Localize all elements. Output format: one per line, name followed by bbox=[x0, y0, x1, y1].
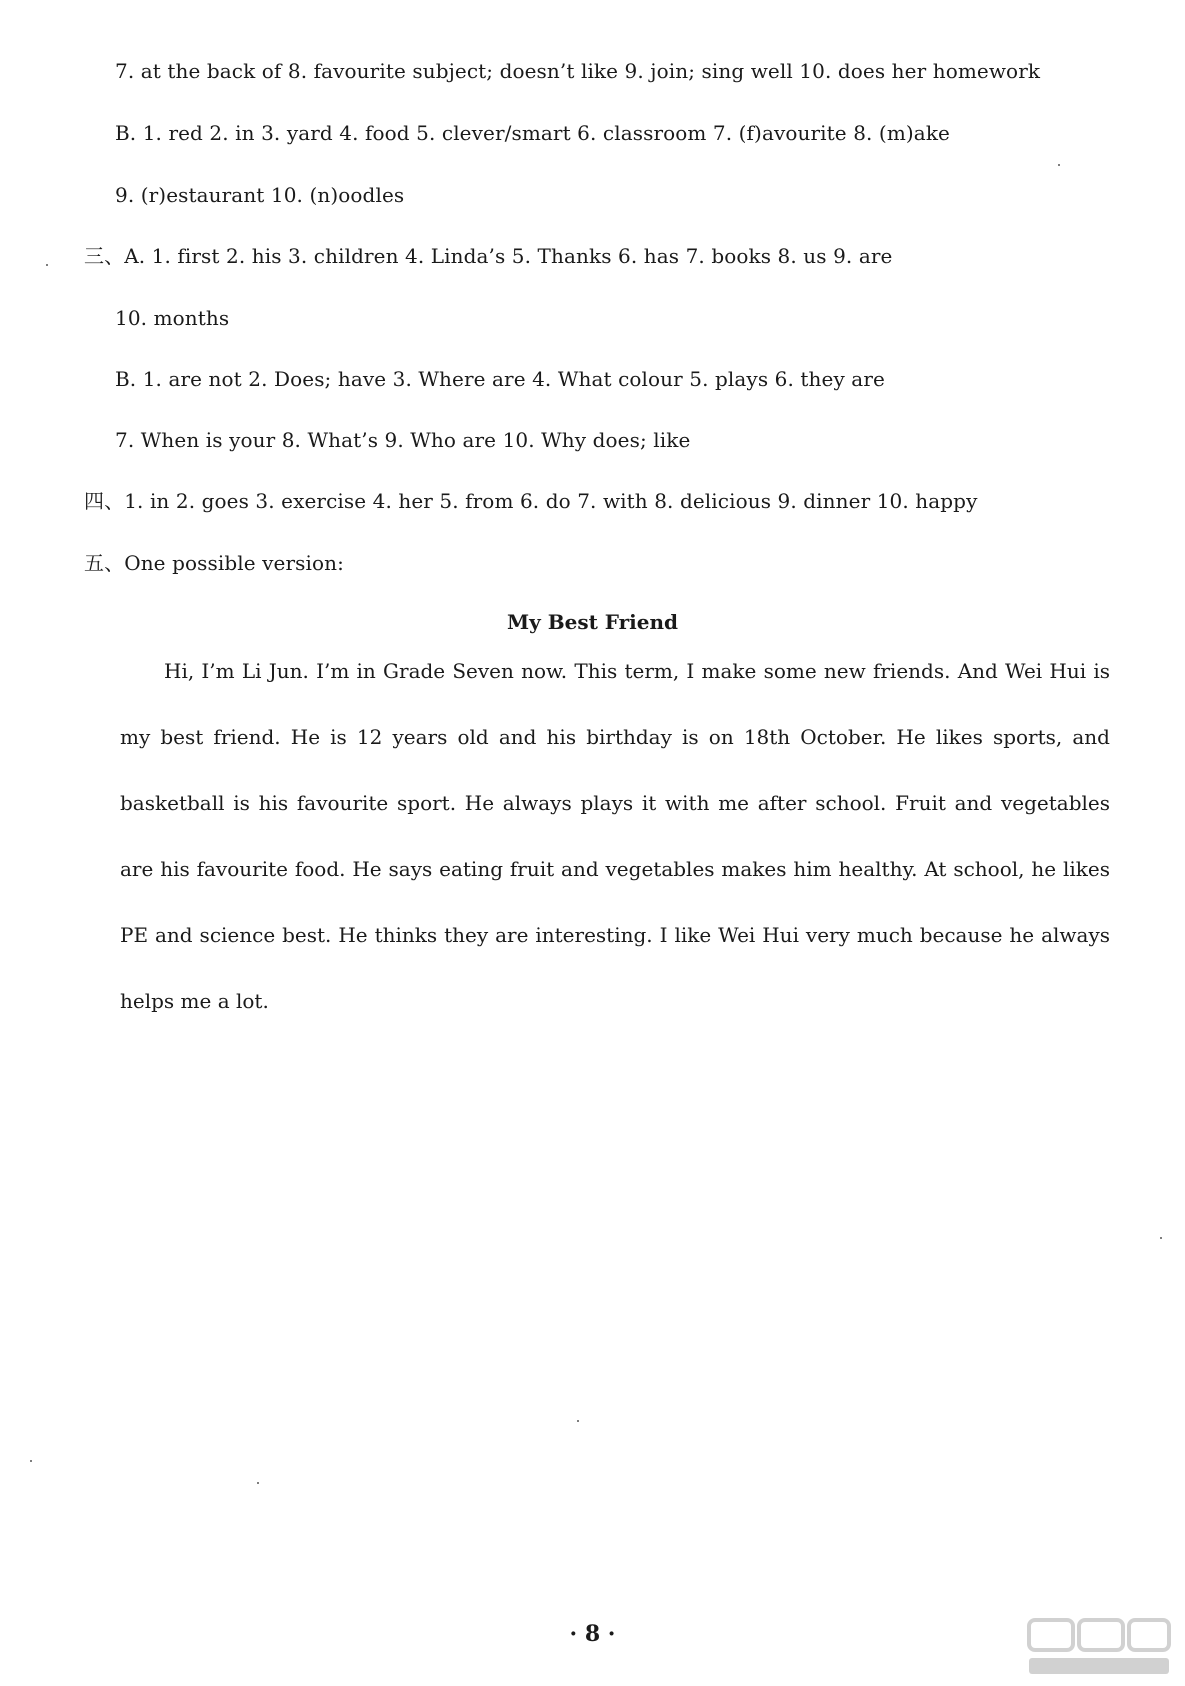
scan-speck bbox=[1058, 164, 1060, 166]
page-number: · 8 · bbox=[569, 1621, 616, 1647]
essay-text: Hi, I’m Li Jun. I’m in Grade Seven now. This term, I make some new friends. And Wei Hui is my best friend. He is 12 years old and his birthday is on 18th October. He likes sports, and basketball is his favourite sport. He always plays it with me after school. Fruit and vegetables are his favourite food. He says eating fruit and vegetables makes him healthy. At school, he likes PE and science best. He thinks they are interesting. I like Wei Hui very much because he always helps me a lot. bbox=[120, 659, 1110, 1013]
scan-speck bbox=[577, 1420, 579, 1422]
answer-line-2: B. 1. red 2. in 3. yard 4. food 5. clever/smart 6. classroom 7. (f)avourite 8. (m)ake bbox=[115, 121, 950, 145]
answer-line-4: 三、A. 1. first 2. his 3. children 4. Linda’s 5. Thanks 6. has 7. books 8. us 9. are bbox=[84, 244, 893, 268]
essay-title: My Best Friend bbox=[506, 610, 679, 634]
scan-speck bbox=[1160, 1237, 1162, 1239]
scan-speck bbox=[30, 1460, 32, 1462]
watermark-logo bbox=[1025, 1616, 1175, 1680]
answer-line-3: 9. (r)estaurant 10. (n)oodles bbox=[115, 183, 405, 207]
scan-speck bbox=[46, 264, 48, 266]
essay-body bbox=[120, 638, 1110, 1034]
scan-speck bbox=[257, 1482, 259, 1484]
answer-line-1: 7. at the back of 8. favourite subject; doesn’t like 9. join; sing well 10. does her homework bbox=[115, 59, 1041, 83]
answer-line-6: B. 1. are not 2. Does; have 3. Where are 4. What colour 5. plays 6. they are bbox=[115, 367, 885, 391]
answer-line-9: 五、One possible version: bbox=[84, 551, 344, 575]
answer-line-5: 10. months bbox=[115, 306, 230, 330]
answer-line-8: 四、1. in 2. goes 3. exercise 4. her 5. from 6. do 7. with 8. delicious 9. dinner 10. happy bbox=[84, 489, 978, 513]
answer-line-7: 7. When is your 8. What’s 9. Who are 10. Why does; like bbox=[115, 428, 691, 452]
